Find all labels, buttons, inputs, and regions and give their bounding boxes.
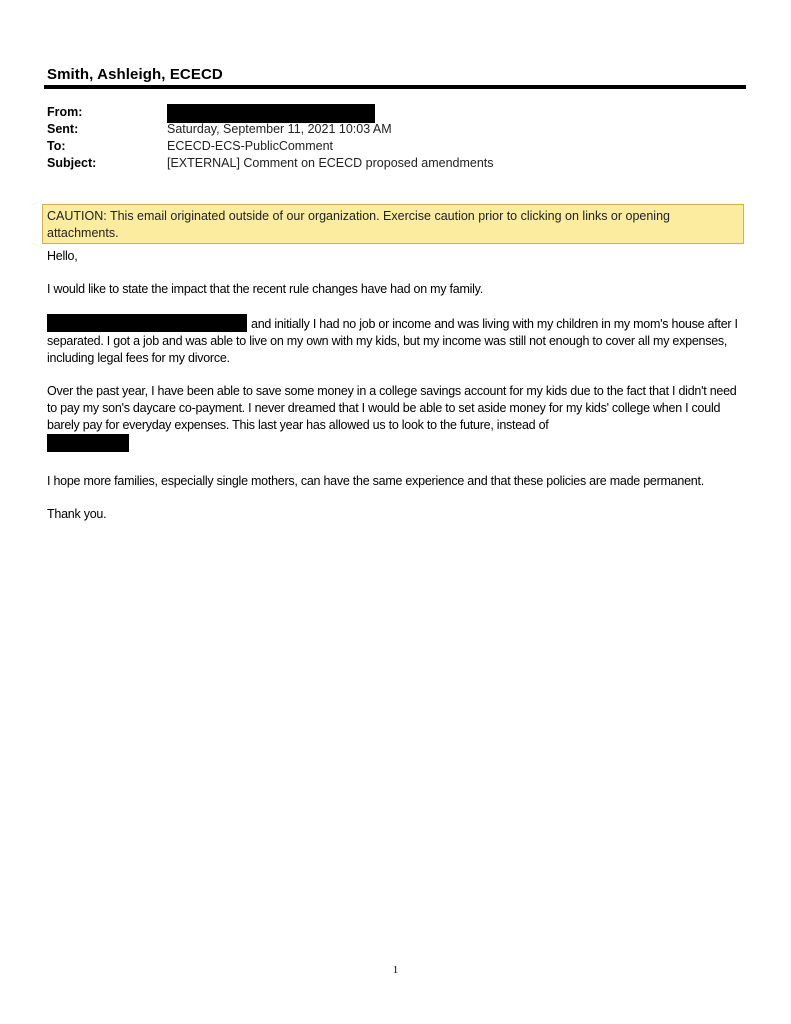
sent-row [47, 121, 747, 138]
subject-row [47, 155, 747, 172]
closing: Thank you. [47, 507, 107, 521]
mailbox-owner-name: Smith, Ashleigh, ECECD [47, 66, 223, 83]
external-caution-banner: CAUTION: This email originated outside of our organization. Exercise caution prior to clicking on links or opening attachments. [42, 204, 744, 244]
to-label: To: [47, 139, 66, 153]
from-row [47, 104, 747, 121]
sent-label: Sent: [47, 122, 79, 136]
paragraph-impact: I would like to state the impact that the recent rule changes have had on my family. [47, 282, 483, 296]
email-body [47, 248, 743, 523]
paragraph-savings-text: Over the past year, I have been able to save some money in a college savings account for my kids due to the fact that I didn't need to pay my son's daycare co-payment. I never dreamed that I would be able to set aside money for my kids' college when I could barely pay for everyday expenses. This last year has allowed us to look to the future, instead of [47, 384, 737, 432]
paragraph-hope: I hope more families, especially single mothers, can have the same experience and that these policies are made permanent. [47, 474, 704, 488]
line-redaction [47, 434, 129, 452]
from-label: From: [47, 105, 83, 119]
subject-label: Subject: [47, 156, 97, 170]
page-number: 1 [392, 964, 399, 976]
subject-value: [EXTERNAL] Comment on ECECD proposed amendments [167, 156, 494, 170]
header-divider [44, 85, 746, 89]
paragraph-savings [47, 383, 743, 457]
paragraph-background [47, 314, 743, 367]
paragraph-background-text: and initially I had no job or income and was living with my children in my mom's house after I separated. I got a job and was able to live on my own with my kids, but my income was still not enough to cover all my expenses, including legal fees for my divorce. [47, 317, 738, 365]
to-row [47, 138, 747, 155]
sent-value: Saturday, September 11, 2021 10:03 AM [167, 122, 392, 136]
email-header-fields [47, 104, 747, 172]
to-value: ECECD-ECS-PublicComment [167, 139, 334, 153]
greeting: Hello, [47, 249, 78, 263]
inline-redaction [47, 314, 247, 332]
